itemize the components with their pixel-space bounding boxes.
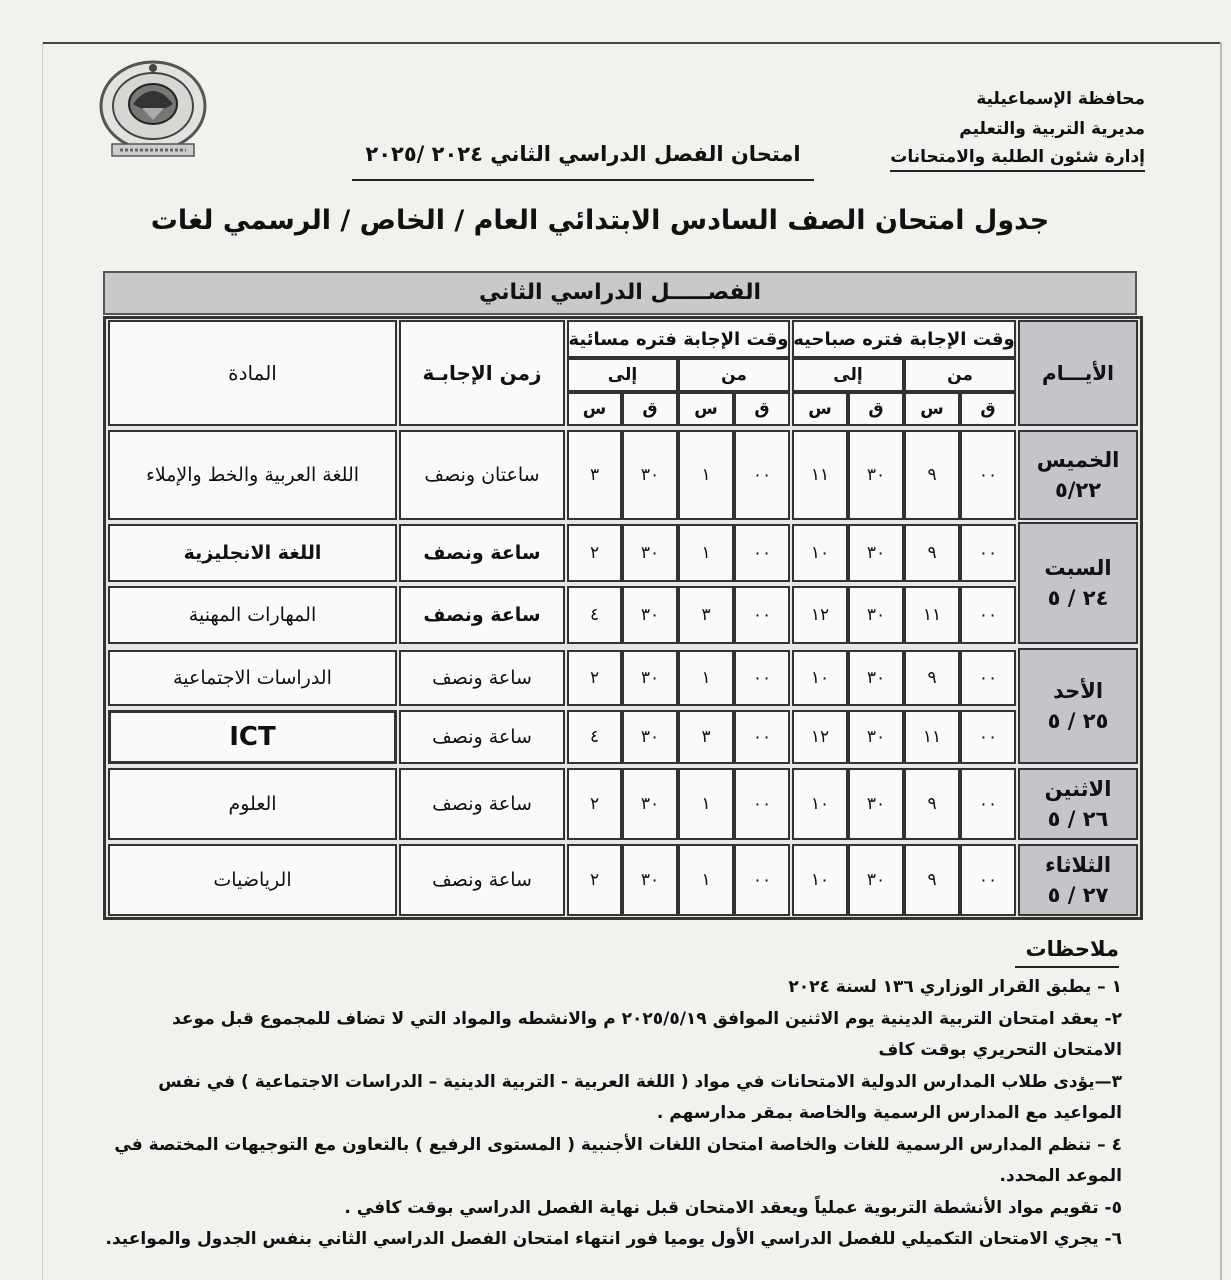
day-cell xyxy=(1018,430,1138,520)
ministry-seal-icon xyxy=(98,58,208,160)
evening-from-hour: ٣ xyxy=(678,586,734,644)
morning-from-minute: ٠٠ xyxy=(960,710,1016,764)
subject-cell: الرياضيات xyxy=(108,844,397,916)
day-date: ٢٤ / ٥ xyxy=(1047,586,1109,610)
morning-to-minute: ٣٠ xyxy=(848,524,904,582)
morning-to-label: إلى xyxy=(792,358,904,392)
evening-to-hour: ٢ xyxy=(567,844,622,916)
notes-title: ملاحظات xyxy=(1025,937,1119,961)
evening-to-hour: ٤ xyxy=(567,710,622,764)
subject-header: المادة xyxy=(108,320,397,426)
subject-cell: المهارات المهنية xyxy=(108,586,397,644)
evening-from-minute: ٠٠ xyxy=(734,768,790,840)
day-date: ٢٥ / ٥ xyxy=(1047,709,1109,733)
duration-cell: ساعة ونصف xyxy=(399,650,565,706)
page-border xyxy=(42,42,43,1280)
morning-from-minute: ٠٠ xyxy=(960,768,1016,840)
evening-from-hour-label: س xyxy=(678,392,734,426)
day-name: الثلاثاء xyxy=(1044,853,1112,877)
morning-to-minute: ٣٠ xyxy=(848,844,904,916)
subject-cell: اللغة العربية والخط والإملاء xyxy=(108,430,397,520)
evening-from-hour: ١ xyxy=(678,650,734,706)
day-name: الأحد xyxy=(1052,679,1104,703)
morning-from-hour: ٩ xyxy=(904,768,960,840)
morning-to-minute: ٣٠ xyxy=(848,586,904,644)
morning-header: وقت الإجابة فتره صباحيه xyxy=(792,320,1016,358)
governorate: محافظة الإسماعيلية xyxy=(976,89,1145,109)
morning-from-hour: ٩ xyxy=(904,650,960,706)
issuer-header xyxy=(890,84,1145,172)
evening-from-hour: ١ xyxy=(678,768,734,840)
evening-from-minute: ٠٠ xyxy=(734,524,790,582)
exam-title: امتحان الفصل الدراسي الثاني ٢٠٢٤ /٢٠٢٥ xyxy=(365,142,801,166)
evening-from-minute: ٠٠ xyxy=(734,650,790,706)
morning-from-minute: ٠٠ xyxy=(960,650,1016,706)
day-cell xyxy=(1018,648,1138,764)
day-cell xyxy=(1018,522,1138,644)
evening-to-hour: ٤ xyxy=(567,586,622,644)
days-header: الأيـــام xyxy=(1018,320,1138,426)
evening-from-minute: ٠٠ xyxy=(734,710,790,764)
evening-to-hour: ٢ xyxy=(567,650,622,706)
morning-to-minute: ٣٠ xyxy=(848,710,904,764)
page-border xyxy=(1220,42,1222,1280)
evening-to-minute: ٣٠ xyxy=(622,768,678,840)
duration-header: زمن الإجابـة xyxy=(399,320,565,426)
duration-cell: ساعتان ونصف xyxy=(399,430,565,520)
morning-to-minute: ٣٠ xyxy=(848,430,904,520)
directorate: مديرية التربية والتعليم xyxy=(959,119,1145,139)
morning-from-hour: ٩ xyxy=(904,524,960,582)
evening-to-label: إلى xyxy=(567,358,678,392)
evening-header: وقت الإجابة فتره مسائية xyxy=(567,320,790,358)
note-item: ٥- تقويم مواد الأنشطة التربوية عملياً ويعقد الامتحان قبل نهاية الفصل الدراسي بوقت كافي . xyxy=(344,1197,1122,1218)
day-date: ٢٧ / ٥ xyxy=(1047,883,1109,907)
evening-from-hour: ١ xyxy=(678,430,734,520)
evening-to-minute: ٣٠ xyxy=(622,710,678,764)
day-name: الاثنين xyxy=(1044,777,1112,801)
exam-title-underline xyxy=(352,179,814,181)
subject-cell: ICT xyxy=(108,710,397,764)
morning-from-hour: ١١ xyxy=(904,586,960,644)
evening-to-hour: ٢ xyxy=(567,768,622,840)
morning-to-minute: ٣٠ xyxy=(848,650,904,706)
morning-to-hour: ١٠ xyxy=(792,844,848,916)
subject-cell: اللغة الانجليزية xyxy=(108,524,397,582)
evening-from-minute: ٠٠ xyxy=(734,844,790,916)
evening-from-hour: ١ xyxy=(678,524,734,582)
day-date: ٢٦ / ٥ xyxy=(1047,807,1109,831)
evening-to-hour-label: س xyxy=(567,392,622,426)
subject-cell: الدراسات الاجتماعية xyxy=(108,650,397,706)
duration-cell: ساعة ونصف xyxy=(399,844,565,916)
schedule-title: جدول امتحان الصف السادس الابتدائي العام / الخاص / الرسمي لغات xyxy=(150,205,1050,236)
evening-to-minute-label: ق xyxy=(622,392,678,426)
duration-cell: ساعة ونصف xyxy=(399,710,565,764)
morning-to-hour-label: س xyxy=(792,392,848,426)
morning-from-minute: ٠٠ xyxy=(960,844,1016,916)
morning-from-hour: ٩ xyxy=(904,430,960,520)
duration-cell: ساعة ونصف xyxy=(399,768,565,840)
evening-from-hour: ١ xyxy=(678,844,734,916)
evening-from-minute-label: ق xyxy=(734,392,790,426)
note-item: ٣—يؤدى طلاب المدارس الدولية الامتحانات في مواد ( اللغة العربية - التربية الدينية – الدراسات الاجتماعية ) في نفس المواعيد مع المدارس الرسمية والخاصة بمقر مدارسهم . xyxy=(158,1071,1122,1123)
morning-from-minute-label: ق xyxy=(960,392,1016,426)
evening-to-minute: ٣٠ xyxy=(622,524,678,582)
morning-to-minute-label: ق xyxy=(848,392,904,426)
note-item: ١ – يطبق القرار الوزاري ١٣٦ لسنة ٢٠٢٤ xyxy=(788,977,1122,997)
day-name: السبت xyxy=(1044,556,1112,580)
morning-from-minute: ٠٠ xyxy=(960,586,1016,644)
day-cell xyxy=(1018,844,1138,916)
evening-from-minute: ٠٠ xyxy=(734,586,790,644)
note-item: ٢- يعقد امتحان التربية الدينية يوم الاثنين الموافق ٢٠٢٥/٥/١٩ م والانشطه والمواد التي لا تضاف للمجموع قبل موعد الامتحان التحريري بوقت كاف xyxy=(172,1008,1122,1060)
notes-list xyxy=(100,972,1122,1256)
morning-to-hour: ١٠ xyxy=(792,650,848,706)
duration-cell: ساعة ونصف xyxy=(399,524,565,582)
morning-from-hour-label: س xyxy=(904,392,960,426)
morning-to-hour: ١٢ xyxy=(792,586,848,644)
evening-to-minute: ٣٠ xyxy=(622,844,678,916)
morning-to-minute: ٣٠ xyxy=(848,768,904,840)
evening-to-hour: ٢ xyxy=(567,524,622,582)
note-item: ٦- يجري الامتحان التكميلي للفصل الدراسي الأول يوميا فور انتهاء امتحان الفصل الدراسي الثاني بنفس الجدول والمواعيد. xyxy=(105,1229,1122,1249)
morning-from-minute: ٠٠ xyxy=(960,524,1016,582)
morning-to-hour: ١٠ xyxy=(792,768,848,840)
evening-from-minute: ٠٠ xyxy=(734,430,790,520)
day-cell xyxy=(1018,768,1138,840)
note-item: ٤ – تنظم المدارس الرسمية للغات والخاصة امتحان اللغات الأجنبية ( المستوى الرفيع ) بالتعاون مع التوجيهات المختصة في الموعد المحدد. xyxy=(114,1134,1122,1186)
day-date: ٥/٢٢ xyxy=(1054,478,1102,502)
notes-title-underline xyxy=(1015,966,1119,968)
evening-to-minute: ٣٠ xyxy=(622,586,678,644)
morning-from-hour: ١١ xyxy=(904,710,960,764)
day-name: الخميس xyxy=(1036,448,1120,472)
morning-to-hour: ١٢ xyxy=(792,710,848,764)
morning-to-hour: ١٠ xyxy=(792,524,848,582)
evening-to-hour: ٣ xyxy=(567,430,622,520)
morning-from-hour: ٩ xyxy=(904,844,960,916)
page-border xyxy=(42,42,1222,44)
evening-from-hour: ٣ xyxy=(678,710,734,764)
subject-cell: العلوم xyxy=(108,768,397,840)
evening-from-label: من xyxy=(678,358,790,392)
term-label: الفصـــــل الدراسي الثاني xyxy=(103,271,1137,315)
duration-cell: ساعة ونصف xyxy=(399,586,565,644)
morning-from-minute: ٠٠ xyxy=(960,430,1016,520)
morning-from-label: من xyxy=(904,358,1016,392)
evening-to-minute: ٣٠ xyxy=(622,650,678,706)
morning-to-hour: ١١ xyxy=(792,430,848,520)
department: إدارة شئون الطلبة والامتحانات xyxy=(890,144,1145,172)
evening-to-minute: ٣٠ xyxy=(622,430,678,520)
